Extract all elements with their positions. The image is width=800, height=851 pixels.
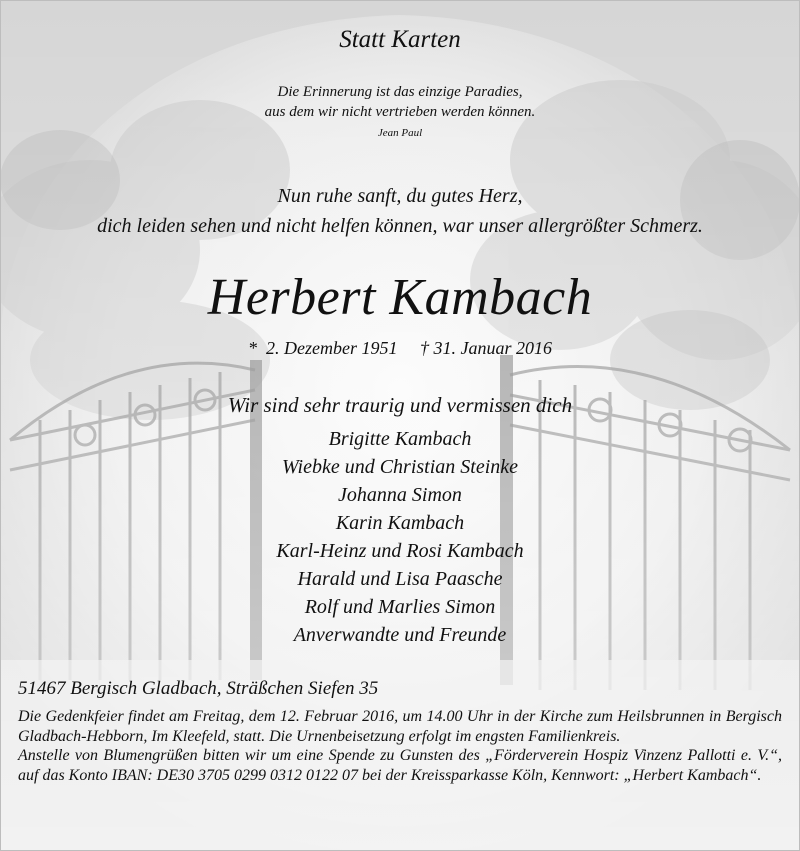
mourner-name: Harald und Lisa Paasche <box>297 568 503 590</box>
heading: Statt Karten <box>339 26 461 53</box>
mourner-name: Wiebke und Christian Steinke <box>281 456 519 478</box>
ceremony-info <box>18 707 782 785</box>
quote-line-2: aus dem wir nicht vertrieben werden können. <box>264 104 536 120</box>
donation-text: Anstelle von Blumengrüßen bitten wir um eine Spende zu Gunsten des „Förderverein Hospiz Vinzenz Pallotti e. V.“, auf das Konto IBAN: DE30 3705 0299 0312 0122 07 bei der Kreissparkasse Köln, Kennwort: „Herbert Kambach“. <box>18 747 782 784</box>
mourner-name: Brigitte Kambach <box>328 428 472 450</box>
mourners-list <box>0 425 800 649</box>
mourner-name: Karl-Heinz und Rosi Kambach <box>276 540 524 562</box>
deceased-name: Herbert Kambach <box>207 269 593 326</box>
ceremony-text: Die Gedenkfeier findet am Freitag, dem 12. Februar 2016, um 14.00 Uhr in der Kirche zum Heilsbrunnen in Bergisch Gladbach-Hebborn, Im Kleefeld, statt. Die Urnenbeisetzung erfolgt im engsten Familienkreis. <box>18 708 782 745</box>
verse-line-2: dich leiden sehen und nicht helfen können, war unser allergrößter Schmerz. <box>97 215 703 237</box>
address: 51467 Bergisch Gladbach, Sträßchen Siefen 35 <box>18 678 379 699</box>
mourner-name: Johanna Simon <box>338 484 462 506</box>
life-dates: * 2. Dezember 1951 † 31. Januar 2016 <box>248 338 552 358</box>
mourner-name: Rolf und Marlies Simon <box>304 596 496 618</box>
verse-line-1: Nun ruhe sanft, du gutes Herz, <box>277 185 523 207</box>
mourners-intro: Wir sind sehr traurig und vermissen dich <box>227 393 573 417</box>
mourner-name: Anverwandte und Freunde <box>293 624 507 646</box>
mourner-name: Karin Kambach <box>335 512 465 534</box>
quote-author: Jean Paul <box>377 127 423 139</box>
quote-line-1: Die Erinnerung ist das einzige Paradies, <box>277 84 523 100</box>
